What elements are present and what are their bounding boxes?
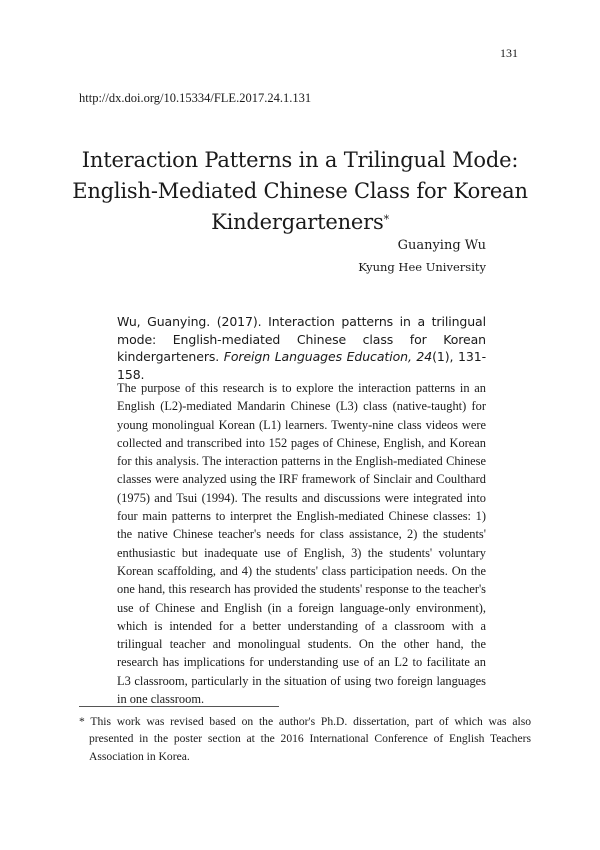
citation (117, 313, 486, 383)
doi-link[interactable]: http://dx.doi.org/10.15334/FLE.2017.24.1.131 (79, 91, 312, 105)
citation-issue-pages: (1), 131-158. (117, 349, 487, 382)
footnote-marker: * (79, 715, 85, 728)
author-affiliation: Kyung Hee University (358, 260, 486, 274)
article-title (40, 145, 560, 238)
citation-prefix: Wu, Guanying. (2017). Interaction patterns in a trilingual mode: English-mediated Chinese class for Korean kindergarteners. (117, 314, 486, 364)
citation-journal: Foreign Languages Education, 24 (223, 349, 433, 364)
footnote-divider (79, 706, 279, 707)
page-number: 131 (500, 46, 518, 60)
title-text: Interaction Patterns in a Trilingual Mode: English-Mediated Chinese Class for Korean Kindergarteners (72, 148, 528, 234)
footnote-text: This work was revised based on the author's Ph.D. dissertation, part of which was also presented in the poster section at the 2016 International Conference of English Teachers Association in Korea. (89, 715, 531, 763)
footnote (79, 713, 531, 765)
abstract: The purpose of this research is to explore the interaction patterns in an English (L2)-mediated Mandarin Chinese (L3) class (native-taught) for young monolingual Korean (L1) learners. Twenty-nine class videos were collected and transcribed into 152 pages of Chinese, English, and Korean for this analysis. The interaction patterns in the English-mediated Chinese classes were analyzed using the IRF framework of Sinclair and Coulthard (1975) and Tsui (1994). The results and discussions were integrated into four main patterns to interpret the English-mediated Chinese classes: 1) the native Chinese teacher's needs for class assistance, 2) the students' enthusiastic but inadequate use of English, 3) the students' voluntary Korean scaffolding, and 4) the students' class participation needs. On the one hand, this research has provided the students' response to the teacher's use of Chinese and English (in a foreign language-only environment), which is intended for a better understanding of a classroom with a trilingual teacher and monolingual students. On the other hand, the research has implications for understanding use of an L2 to facilitate an L3 classroom, particularly in the situation of using two foreign languages in one classroom. (117, 381, 486, 707)
title-footnote-marker[interactable]: * (383, 213, 389, 226)
author-name: Guanying Wu (397, 238, 486, 253)
